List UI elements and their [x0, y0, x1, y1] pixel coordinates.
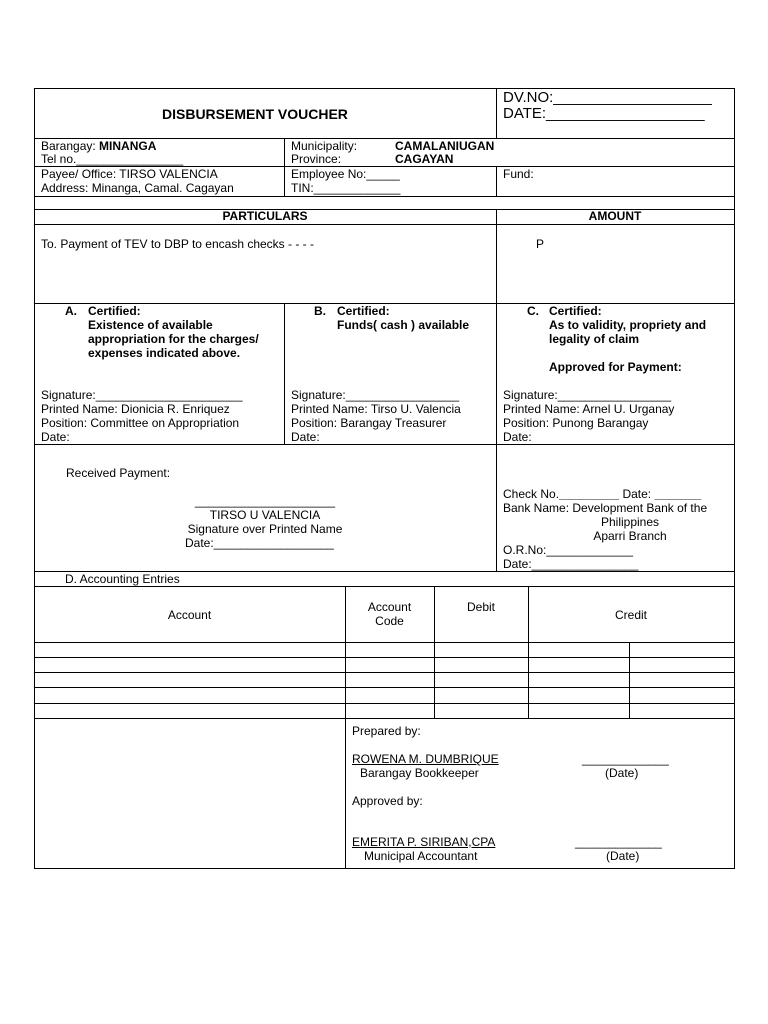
cert-c-printed-name: Printed Name: Arnel U. Urganay — [503, 402, 675, 416]
voucher-title: DISBURSEMENT VOUCHER — [162, 106, 348, 122]
cert-a-printed-name: Printed Name: Dionicia R. Enriquez — [41, 402, 230, 416]
approved-date-caption: (Date) — [606, 849, 640, 863]
particulars-text: To. Payment of TEV to DBP to encash checks - - - - — [41, 237, 314, 251]
approved-by-label: Approved by: — [352, 794, 423, 808]
cert-c-title: Certified: — [549, 304, 602, 318]
received-signature-caption: Signature over Printed Name — [187, 522, 343, 536]
prepared-date-caption: (Date) — [605, 766, 639, 780]
prepared-by-title: Barangay Bookkeeper — [360, 766, 479, 780]
voucher-date-field[interactable]: DATE:___________________ — [503, 105, 705, 122]
table-row[interactable] — [35, 643, 734, 657]
address-field: Address: Minanga, Camal. Cagayan — [41, 181, 234, 195]
cert-b-letter: B. — [314, 304, 326, 318]
table-row[interactable] — [35, 704, 734, 718]
received-name: TIRSO U VALENCIA — [209, 508, 321, 522]
col-header-account-code: Account — [367, 600, 412, 614]
or-no-field[interactable]: O.R.No:_____________ — [503, 543, 634, 557]
cert-a-position: Position: Committee on Appropriation — [41, 416, 240, 430]
barangay-label: Barangay: — [41, 139, 96, 153]
received-signature-line[interactable]: _____________________ — [194, 494, 336, 508]
province-label: Province: — [291, 152, 342, 166]
barangay-value: MINANGA — [99, 139, 157, 153]
bank-branch: Aparri Branch — [593, 529, 667, 543]
barangay-row — [41, 139, 156, 153]
cert-a-date[interactable]: Date: — [41, 430, 70, 444]
table-row[interactable] — [35, 658, 734, 672]
cert-c-date[interactable]: Date: — [503, 430, 532, 444]
approved-by-title: Municipal Accountant — [364, 849, 478, 863]
cert-c-approved: Approved for Payment: — [549, 360, 682, 374]
fund-field[interactable]: Fund: — [503, 167, 534, 181]
municipality-label: Municipality: — [291, 139, 358, 153]
prepared-date-line[interactable]: _____________ — [582, 752, 669, 766]
cert-b-printed-name: Printed Name: Tirso U. Valencia — [291, 402, 461, 416]
payee-field: Payee/ Office: TIRSO VALENCIA — [41, 167, 218, 181]
cert-b-signature[interactable]: Signature:_________________ — [291, 388, 460, 402]
received-date[interactable]: Date:__________________ — [185, 536, 334, 550]
check-no-field[interactable]: _________ — [559, 487, 620, 501]
approved-by-name: EMERITA P. SIRIBAN,CPA — [352, 835, 496, 849]
check-date2-field[interactable]: Date:________________ — [503, 557, 639, 571]
approved-date-line[interactable]: _____________ — [575, 835, 662, 849]
prepared-by-name: ROWENA M. DUMBRIQUE — [352, 752, 499, 766]
cert-a-signature[interactable]: Signature:______________________ — [41, 388, 243, 402]
tel-field[interactable]: Tel no.________________ — [41, 152, 184, 166]
municipality-value: CAMALANIUGAN — [395, 139, 495, 153]
amount-value: P — [536, 237, 545, 251]
cert-a-line: Existence of available — [88, 318, 213, 332]
col-header-account-code-2: Code — [375, 614, 404, 628]
bank-name-line1: Bank Name: Development Bank of the — [503, 501, 708, 515]
amount-header: AMOUNT — [588, 209, 642, 223]
col-header-credit: Credit — [614, 608, 647, 622]
cert-c-position: Position: Punong Barangay — [503, 416, 649, 430]
table-row[interactable] — [35, 688, 734, 703]
cert-b-title: Certified: — [337, 304, 390, 318]
check-no-row — [503, 487, 701, 501]
check-no-label: Check No. — [503, 487, 560, 501]
check-date-field[interactable]: _______ — [654, 487, 702, 501]
cert-b-date[interactable]: Date: — [291, 430, 320, 444]
cert-c-signature[interactable]: Signature:_________________ — [503, 388, 672, 402]
cert-a-line: expenses indicated above. — [88, 346, 241, 360]
accounting-entries-label: D. Accounting Entries — [65, 572, 180, 586]
received-payment-label: Received Payment: — [66, 466, 171, 480]
col-header-debit: Debit — [466, 600, 495, 614]
particulars-header: PARTICULARS — [222, 209, 308, 223]
cert-a-title: Certified: — [88, 304, 141, 318]
col-header-account: Account — [167, 608, 212, 622]
province-value: CAGAYAN — [395, 152, 454, 166]
cert-a-letter: A. — [65, 304, 77, 318]
bank-name-line2: Philippines — [600, 515, 660, 529]
check-date-label: Date: — [622, 487, 652, 501]
cert-c-line: legality of claim — [549, 332, 640, 346]
dv-number-field[interactable]: DV.NO:___________________ — [503, 89, 712, 106]
cert-a-line: appropriation for the charges/ — [88, 332, 259, 346]
cert-c-line: As to validity, propriety and — [549, 318, 707, 332]
employee-no-field[interactable]: Employee No:_____ — [291, 167, 400, 181]
cert-b-position: Position: Barangay Treasurer — [291, 416, 447, 430]
table-row[interactable] — [35, 673, 734, 687]
tin-field[interactable]: TIN:_____________ — [291, 181, 401, 195]
cert-c-letter: C. — [527, 304, 539, 318]
prepared-by-label: Prepared by: — [352, 724, 421, 738]
cert-b-line: Funds( cash ) available — [337, 318, 470, 332]
